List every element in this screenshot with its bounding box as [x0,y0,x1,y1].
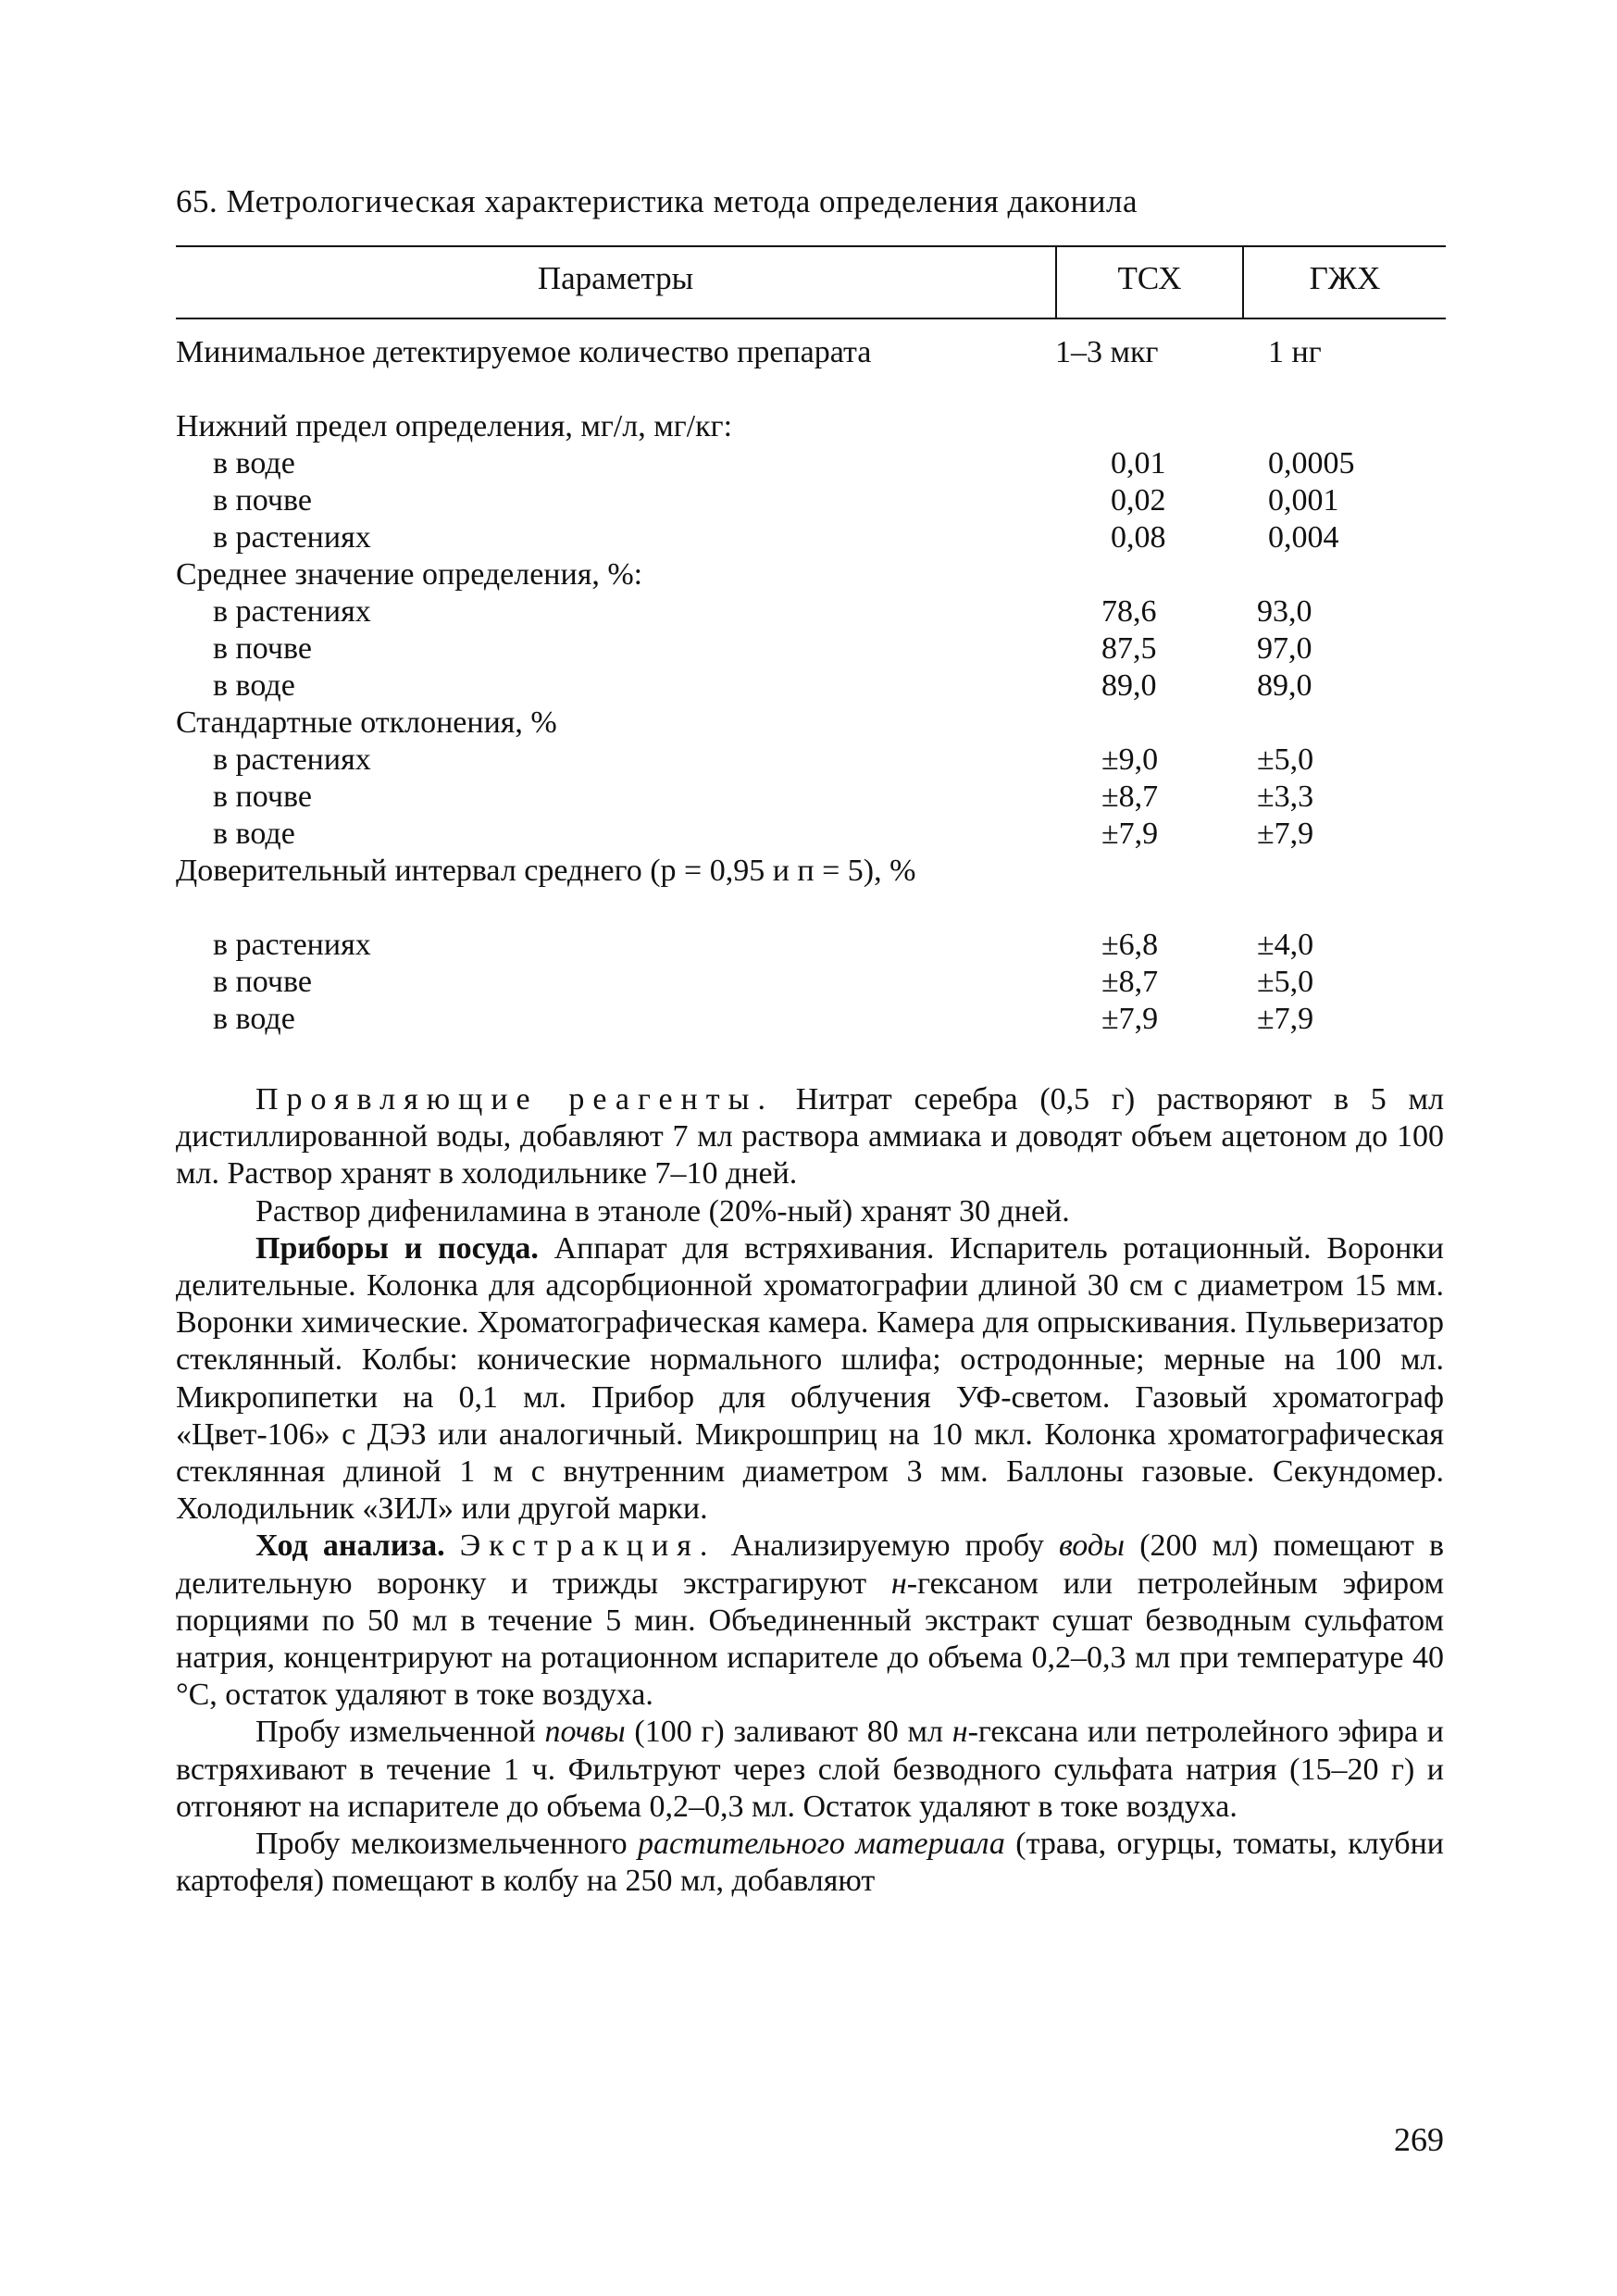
table-row [176,593,1446,630]
table-title: 65. Метрологическая характеристика метода определения даконила [176,183,1138,219]
paragraph-reagents [176,1081,1444,1193]
table-row [176,556,1446,593]
reagents-text: Нитрат серебра (0,5 г) растворяют в 5 мл дистиллированной воды, добавляют 7 мл раствора аммиака и доводят объем ацетоном до 100 мл. Раствор хранят в холодильнике 7–10 дней. [176,1082,1444,1192]
analysis-heading: Ход анализа. [255,1529,445,1564]
row-tsx: 0,02 [1111,483,1166,518]
analysis-text-c: -гексаном или петролейным эфиром порциями по 50 мл в течение 5 мин. Объединенный экстракт сушат безводным сульфатом натрия, концентрируют на ротационном испарителе до объема 0,2–0,3 мл при температуре 40 °С, остаток удаляют в токе воздуха. [176,1566,1444,1713]
paragraph-analysis [176,1528,1444,1714]
paragraph-diphenylamine [176,1193,1444,1230]
table-row [176,853,1446,927]
row-gzh: 89,0 [1257,668,1312,703]
plant-material: растительного материала [638,1827,1005,1862]
row-param: в почве [213,483,312,518]
analysis-text-b: (200 мл) помещают в делительную воронку и трижды экстрагируют [176,1529,1444,1601]
row-tsx: ±7,9 [1101,817,1159,851]
row-tsx: ±6,8 [1101,928,1159,962]
row-param: в почве [213,780,312,814]
row-param: в растениях [213,742,371,777]
table-row [176,668,1446,705]
row-param: в почве [213,965,312,999]
analysis-n: н [890,1566,907,1601]
row-param: Стандартные отклонения, % [176,705,557,740]
row-gzh: 97,0 [1257,631,1312,666]
table-row [176,334,1446,408]
paragraph-soil [176,1714,1444,1826]
row-tsx: 89,0 [1101,668,1157,703]
row-param: в воде [213,1002,295,1036]
row-param: в воде [213,817,295,851]
row-gzh: 93,0 [1257,594,1312,629]
analysis-water: воды [1058,1529,1126,1564]
body-text [176,1081,1444,1900]
table-row [176,816,1446,853]
row-gzh: ±3,3 [1257,780,1314,814]
paragraph-plant [176,1826,1444,1900]
row-param: в почве [213,631,312,666]
table-row [176,779,1446,816]
table-row [176,1001,1446,1038]
table-rule-header [176,318,1446,319]
page-number: 269 [1394,2121,1444,2158]
row-gzh: 0,0005 [1268,446,1355,480]
table-row [176,927,1446,964]
row-param: в растениях [213,520,371,555]
soil-word: почвы [544,1715,626,1750]
row-tsx: 78,6 [1101,594,1157,629]
soil-n: н [952,1715,968,1750]
diphenylamine-text: Раствор дифениламина в этаноле (20%-ный) хранят 30 дней. [255,1193,1070,1229]
row-param: Доверительный интервал среднего (р = 0,95 и п = 5), % [176,854,916,888]
equipment-text: Аппарат для встряхивания. Испаритель ротационный. Воронки делительные. Колонка для адсорбционной хроматографии длиной 30 см с диаметром 15 мм. Воронки химические. Хроматографическая камера. Камера для опрыскивания. Пульверизатор стеклянный. Колбы: конические нормального шлифа; остродонные; мерные на 100 мл. Микропипетки на 0,1 мл. Прибор для облучения УФ-светом. Газовый хроматограф «Цвет-106» с ДЭЗ или аналогичный. Микрошприц на 10 мкл. Колонка хроматографическая стеклянная длиной 1 м с внутренним диаметром 3 мм. Баллоны газовые. Секундомер. Холодильник «ЗИЛ» или другой марки. [176,1230,1444,1527]
soil-text-c: -гексана или петролейного эфира и встряхивают в течение 1 ч. Фильтруют через слой безводного сульфата натрия (15–20 г) и отгоняют на испарителе до объема 0,2–0,3 мл. Остаток удаляют в токе воздуха. [176,1715,1445,1824]
header-tsx: ТСХ [1117,260,1182,296]
row-tsx: ±7,9 [1101,1002,1159,1036]
row-gzh: ±5,0 [1257,965,1314,999]
table-row [176,742,1446,779]
table-row [176,964,1446,1001]
table-row [176,408,1446,445]
plant-text-a: Пробу мелкоизмельченного [255,1827,639,1862]
row-tsx: ±9,0 [1101,742,1159,777]
header-gzh: ГЖХ [1309,260,1381,296]
row-gzh: ±5,0 [1257,742,1314,777]
row-param: в растениях [213,928,371,962]
row-param: в растениях [213,594,371,629]
row-param: Минимальное детектируемое количество препарата [176,335,872,369]
analysis-text-a: Анализируемую пробу [715,1529,1059,1564]
table-row [176,705,1446,742]
table-rule-top [176,245,1446,247]
table-body [176,334,1446,1038]
row-gzh: 0,004 [1268,520,1339,555]
row-gzh: 0,001 [1268,483,1339,518]
table-row [176,445,1446,482]
equipment-heading: Приборы и посуда. [255,1230,539,1266]
row-gzh: ±7,9 [1257,817,1314,851]
row-gzh: 1 нг [1268,335,1322,369]
row-tsx: ±8,7 [1101,965,1159,999]
row-tsx: 1–3 мкг [1055,335,1159,369]
row-param: Нижний предел определения, мг/л, мг/кг: [176,409,733,443]
row-param: в воде [213,668,295,703]
soil-text-a: Пробу измельченной [255,1715,545,1750]
plant-text-b: (трава, огурцы, томаты, клубни картофеля) помещают в колбу на 250 мл, добавляют [176,1827,1444,1899]
row-gzh: ±4,0 [1257,928,1314,962]
row-tsx: 0,01 [1111,446,1166,480]
reagents-heading: Проявляющие реагенты. [255,1082,774,1117]
row-tsx: 0,08 [1111,520,1166,555]
header-params: Параметры [537,260,694,296]
row-param: Среднее значение определения, %: [176,557,643,592]
row-tsx: ±8,7 [1101,780,1159,814]
table-row [176,630,1446,668]
table-row [176,482,1446,519]
row-param: в воде [213,446,295,480]
row-tsx: 87,5 [1101,631,1157,666]
paragraph-equipment [176,1230,1444,1529]
row-gzh: ±7,9 [1257,1002,1314,1036]
soil-text-b: (100 г) заливают 80 мл [625,1715,952,1750]
table-row [176,519,1446,556]
extraction-heading: Экстракция. [459,1529,716,1564]
